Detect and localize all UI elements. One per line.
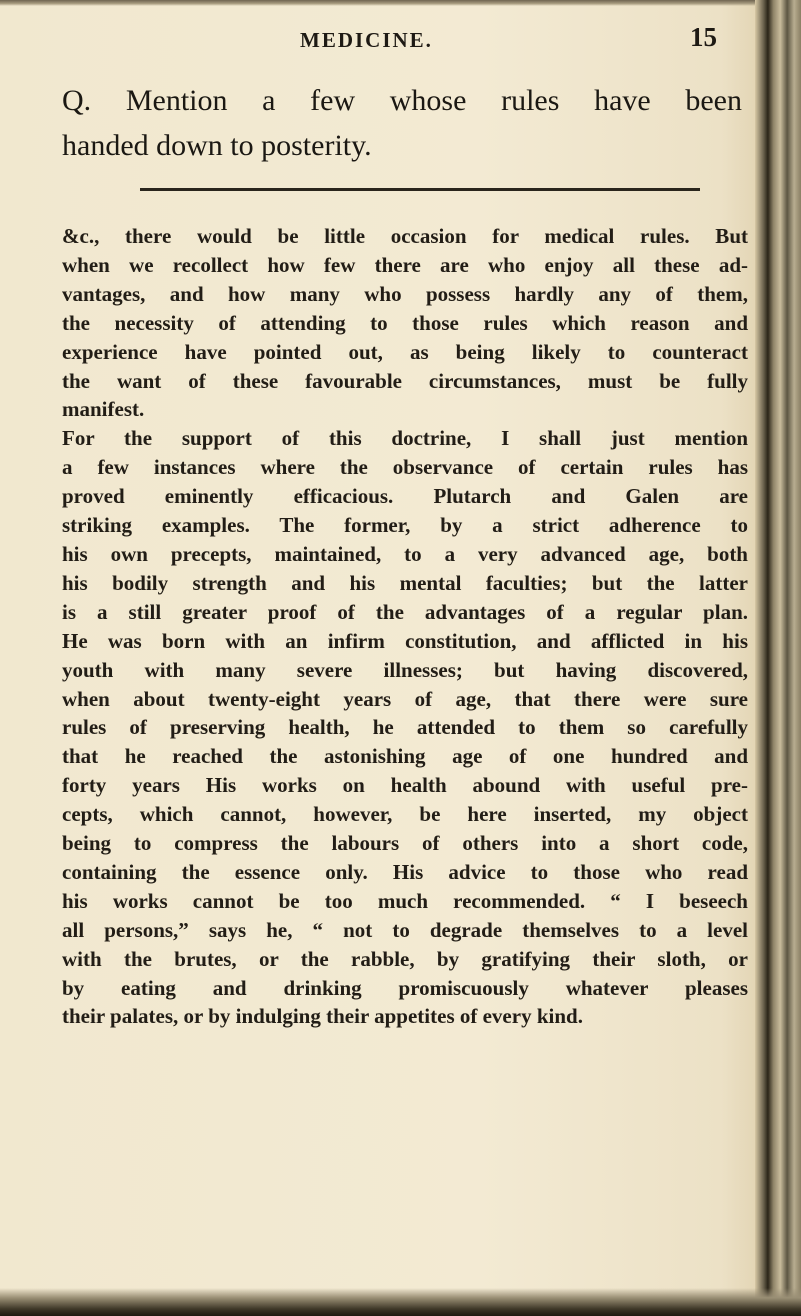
text-line: manifest. <box>62 397 145 422</box>
text-line: the want of these favourable circumstances, must be fully <box>62 368 748 393</box>
running-head: MEDICINE. <box>300 28 433 52</box>
text-line: by eating and drinking promiscuously whatever pleases <box>62 975 748 1000</box>
text-line: vantages, and how many who possess hardly any of them, <box>62 281 748 306</box>
question-line: handed down to posterity. <box>62 129 372 162</box>
question-line: Q. Mention a few whose rules have been <box>62 84 742 117</box>
text-line: the necessity of attending to those rules which reason and <box>62 310 748 335</box>
text-line: his works cannot be too much recommended. “ I beseech <box>62 888 748 913</box>
text-line: For the support of this doctrine, I shall just mention <box>62 426 748 451</box>
text-line: youth with many severe illnesses; but having discovered, <box>62 657 748 682</box>
text-line: containing the essence only. His advice to those who read <box>62 859 748 884</box>
page-bottom-edge <box>0 1288 801 1316</box>
text-line: their palates, or by indulging their appetites of every kind. <box>62 1004 583 1029</box>
book-spine-gutter <box>755 0 801 1316</box>
text-line: his own precepts, maintained, to a very advanced age, both <box>62 541 748 566</box>
page-top-edge <box>0 0 801 6</box>
text-line: when about twenty-eight years of age, that there were sure <box>62 686 748 711</box>
text-line: striking examples. The former, by a strict adherence to <box>62 513 748 538</box>
text-line: his bodily strength and his mental faculties; but the latter <box>62 570 748 595</box>
section-divider <box>140 188 700 191</box>
text-line: rules of preserving health, he attended to them so carefully <box>62 715 748 740</box>
text-line: with the brutes, or the rabble, by gratifying their sloth, or <box>62 946 748 971</box>
text-line: proved eminently efficacious. Plutarch and Galen are <box>62 484 748 509</box>
text-line: is a still greater proof of the advantages of a regular plan. <box>62 599 748 624</box>
text-line: experience have pointed out, as being likely to counteract <box>62 339 748 364</box>
text-line: forty years His works on health abound with useful pre- <box>62 773 748 798</box>
text-line: a few instances where the observance of certain rules has <box>62 455 748 480</box>
text-line: all persons,” says he, “ not to degrade themselves to a level <box>62 917 748 942</box>
body-text <box>62 222 748 1031</box>
text-line: being to compress the labours of others into a short code, <box>62 831 748 856</box>
text-line: cepts, which cannot, however, be here inserted, my object <box>62 802 748 827</box>
question-heading <box>62 78 742 168</box>
text-line: He was born with an infirm constitution, and afflicted in his <box>62 628 748 653</box>
page-number: 15 <box>690 22 717 52</box>
text-line: &c., there would be little occasion for medical rules. But <box>62 224 748 248</box>
text-line: that he reached the astonishing age of one hundred and <box>62 744 748 769</box>
text-line: when we recollect how few there are who enjoy all these ad- <box>62 252 748 277</box>
